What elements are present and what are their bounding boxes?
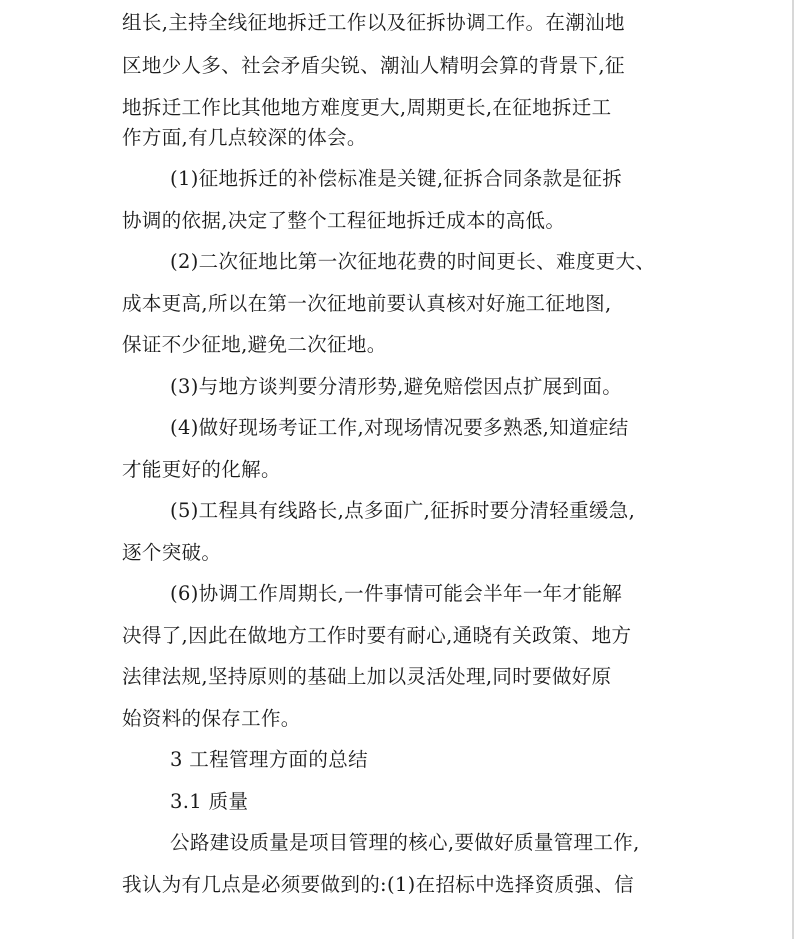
list-item-5-line: (5)工程具有线路长,点多面广,征拆时要分清轻重缓急, <box>170 499 636 522</box>
body-text-line: 我认为有几点是必须要做到的:(1)在招标中选择资质强、信 <box>122 873 634 896</box>
list-item-2-line: 保证不少征地,避免二次征地。 <box>122 333 387 356</box>
section-heading: 3 工程管理方面的总结 <box>170 748 368 771</box>
list-item-6-line: 决得了,因此在做地方工作时要有耐心,通晓有关政策、地方 <box>122 624 632 647</box>
list-item-2-line: (2)二次征地比第一次征地花费的时间更长、难度更大、 <box>170 250 656 273</box>
body-text-line: 地拆迁工作比其他地方难度更大,周期更长,在征地拆迁工 <box>122 96 612 119</box>
body-text-line: 区地少人多、社会矛盾尖锐、潮汕人精明会算的背景下,征 <box>122 54 625 77</box>
list-item-1-line: (1)征地拆迁的补偿标准是关键,征拆合同条款是征拆 <box>170 167 623 190</box>
body-text-line: 组长,主持全线征地拆迁工作以及征拆协调工作。在潮汕地 <box>122 11 625 34</box>
list-item-4-line: 才能更好的化解。 <box>122 458 281 481</box>
list-item-3-line: (3)与地方谈判要分清形势,避免赔偿因点扩展到面。 <box>170 375 623 398</box>
list-item-1-line: 协调的依据,决定了整个工程征地拆迁成本的高低。 <box>122 209 566 232</box>
list-item-2-line: 成本更高,所以在第一次征地前要认真核对好施工征地图, <box>122 292 612 315</box>
list-item-4-line: (4)做好现场考证工作,对现场情况要多熟悉,知道症结 <box>170 416 629 439</box>
subsection-heading: 3.1 质量 <box>170 790 249 813</box>
list-item-6-line: 始资料的保存工作。 <box>122 707 301 730</box>
list-item-6-line: (6)协调工作周期长,一件事情可能会半年一年才能解 <box>170 582 623 605</box>
list-item-5-line: 逐个突破。 <box>122 541 222 564</box>
body-text-line: 公路建设质量是项目管理的核心,要做好质量管理工作, <box>170 831 640 854</box>
list-item-6-line: 法律法规,坚持原则的基础上加以灵活处理,同时要做好原 <box>122 665 612 688</box>
body-text-line: 作方面,有几点较深的体会。 <box>122 126 367 149</box>
